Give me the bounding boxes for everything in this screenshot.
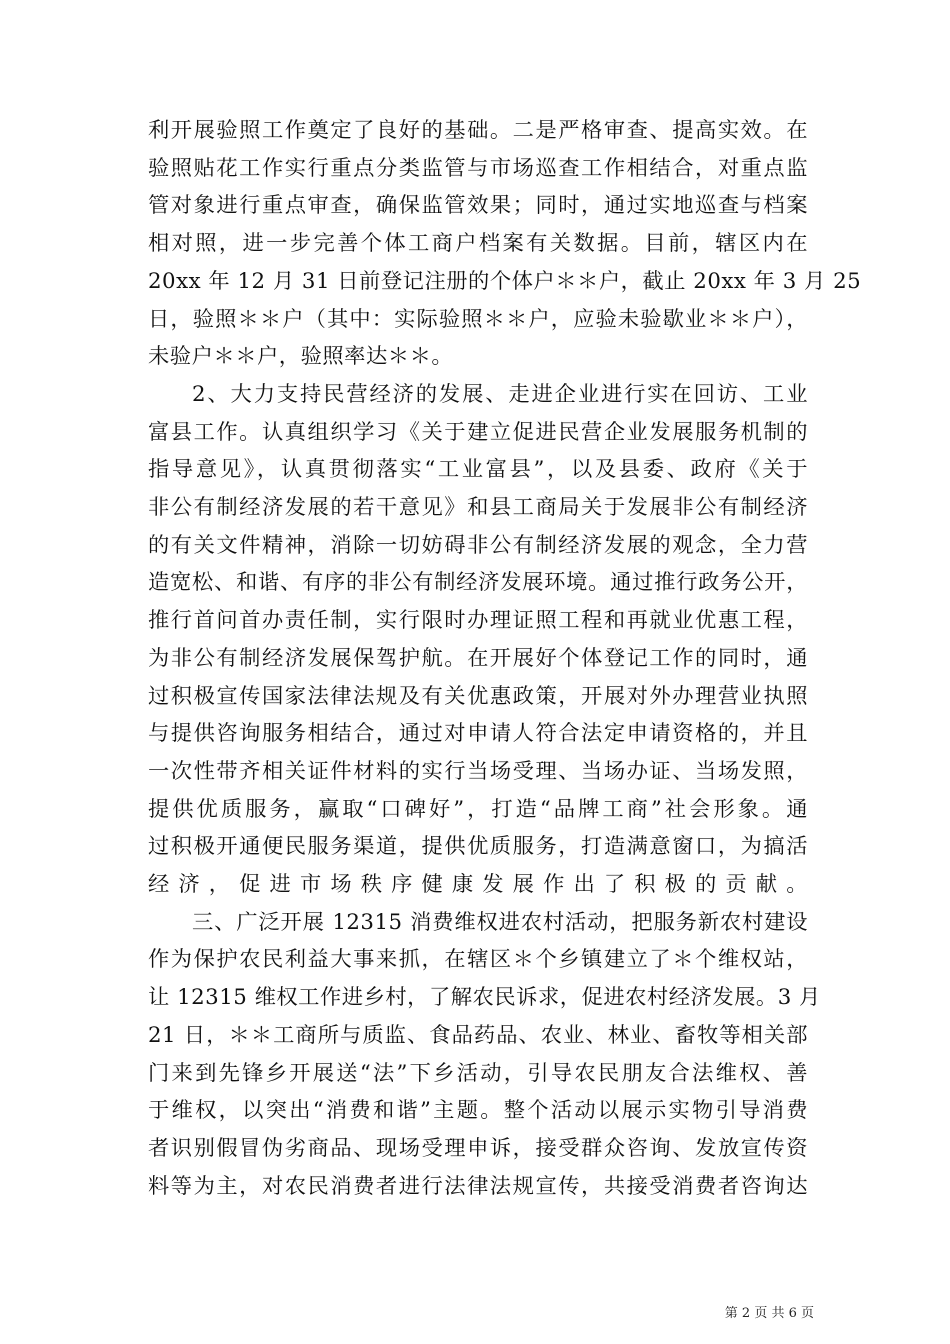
text-line: 利开展验照工作奠定了良好的基础。二是严格审查、提高实效。在 — [148, 118, 808, 143]
text-line: 验照贴花工作实行重点分类监管与市场巡查工作相结合，对重点监 — [148, 155, 808, 181]
text-line: 让 12315 维权工作进乡村，了解农民诉求，促进农村经济发展。3 月 — [148, 985, 821, 1011]
text-line: 经济，促进市场秩序健康发展作出了积极的贡献。 — [148, 872, 808, 898]
text-line: 三、广泛开展 12315 消费维权进农村活动，把服务新农村建设 — [192, 909, 808, 935]
page-footer — [0, 1302, 950, 1321]
text-line: 日，验照＊＊户（其中：实际验照＊＊户，应验未验歇业＊＊户）， — [148, 306, 808, 332]
text-line: 为非公有制经济发展保驾护航。在开展好个体登记工作的同时，通 — [148, 645, 808, 671]
text-line: 富县工作。认真组织学习《关于建立促进民营企业发展服务机制的 — [148, 419, 808, 445]
text-line: 提供优质服务，赢取“口碑好”，打造“品牌工商”社会形象。通 — [148, 796, 808, 822]
text-line: 过积极开通便民服务渠道，提供优质服务，打造满意窗口，为搞活 — [148, 834, 808, 860]
page-number: 第 2 页 共 6 页 — [724, 1306, 814, 1321]
text-line: 20xx 年 12 月 31 日前登记注册的个体户＊＊户，截止 20xx 年 3 月 25 — [148, 268, 862, 294]
text-line: 2、大力支持民营经济的发展、走进企业进行实在回访、工业 — [192, 381, 808, 407]
text-line: 造宽松、和谐、有序的非公有制经济发展环境。通过推行政务公开， — [148, 570, 808, 596]
document-body — [148, 112, 862, 1205]
text-line: 过积极宣传国家法律法规及有关优惠政策，开展对外办理营业执照 — [148, 683, 808, 709]
text-line: 一次性带齐相关证件材料的实行当场受理、当场办证、当场发照， — [148, 758, 808, 784]
text-line: 管对象进行重点审查，确保监管效果；同时，通过实地巡查与档案 — [148, 193, 808, 219]
paragraph-verification — [148, 112, 862, 376]
text-line: 门来到先锋乡开展送“法”下乡活动，引导农民朋友合法维权、善 — [148, 1060, 808, 1086]
text-line: 作为保护农民利益大事来抓，在辖区＊个乡镇建立了＊个维权站， — [148, 947, 808, 973]
text-line: 非公有制经济发展的若干意见》和县工商局关于发展非公有制经济 — [148, 495, 808, 521]
text-line: 推行首问首办责任制，实行限时办理证照工程和再就业优惠工程， — [148, 608, 808, 634]
text-line: 料等为主，对农民消费者进行法律法规宣传，共接受消费者咨询达 — [148, 1173, 808, 1199]
text-line: 相对照，进一步完善个体工商户档案有关数据。目前，辖区内在 — [148, 231, 808, 257]
text-line: 指导意见》，认真贯彻落实“工业富县”，以及县委、政府《关于 — [148, 457, 808, 483]
text-line: 与提供咨询服务相结合，通过对申请人符合法定申请资格的，并且 — [148, 721, 808, 747]
text-line: 的有关文件精神，消除一切妨碍非公有制经济发展的观念，全力营 — [148, 532, 808, 558]
text-line: 21 日，＊＊工商所与质监、食品药品、农业、林业、畜牧等相关部 — [148, 1022, 808, 1048]
text-line: 者识别假冒伪劣商品、现场受理申诉，接受群众咨询、发放宣传资 — [148, 1135, 808, 1161]
paragraph-private-economy — [148, 376, 808, 904]
paragraph-consumer-rights — [148, 904, 821, 1206]
text-line: 未验户＊＊户，验照率达＊＊。 — [148, 344, 454, 370]
text-line: 于维权，以突出“消费和谐”主题。整个活动以展示实物引导消费 — [148, 1098, 808, 1124]
